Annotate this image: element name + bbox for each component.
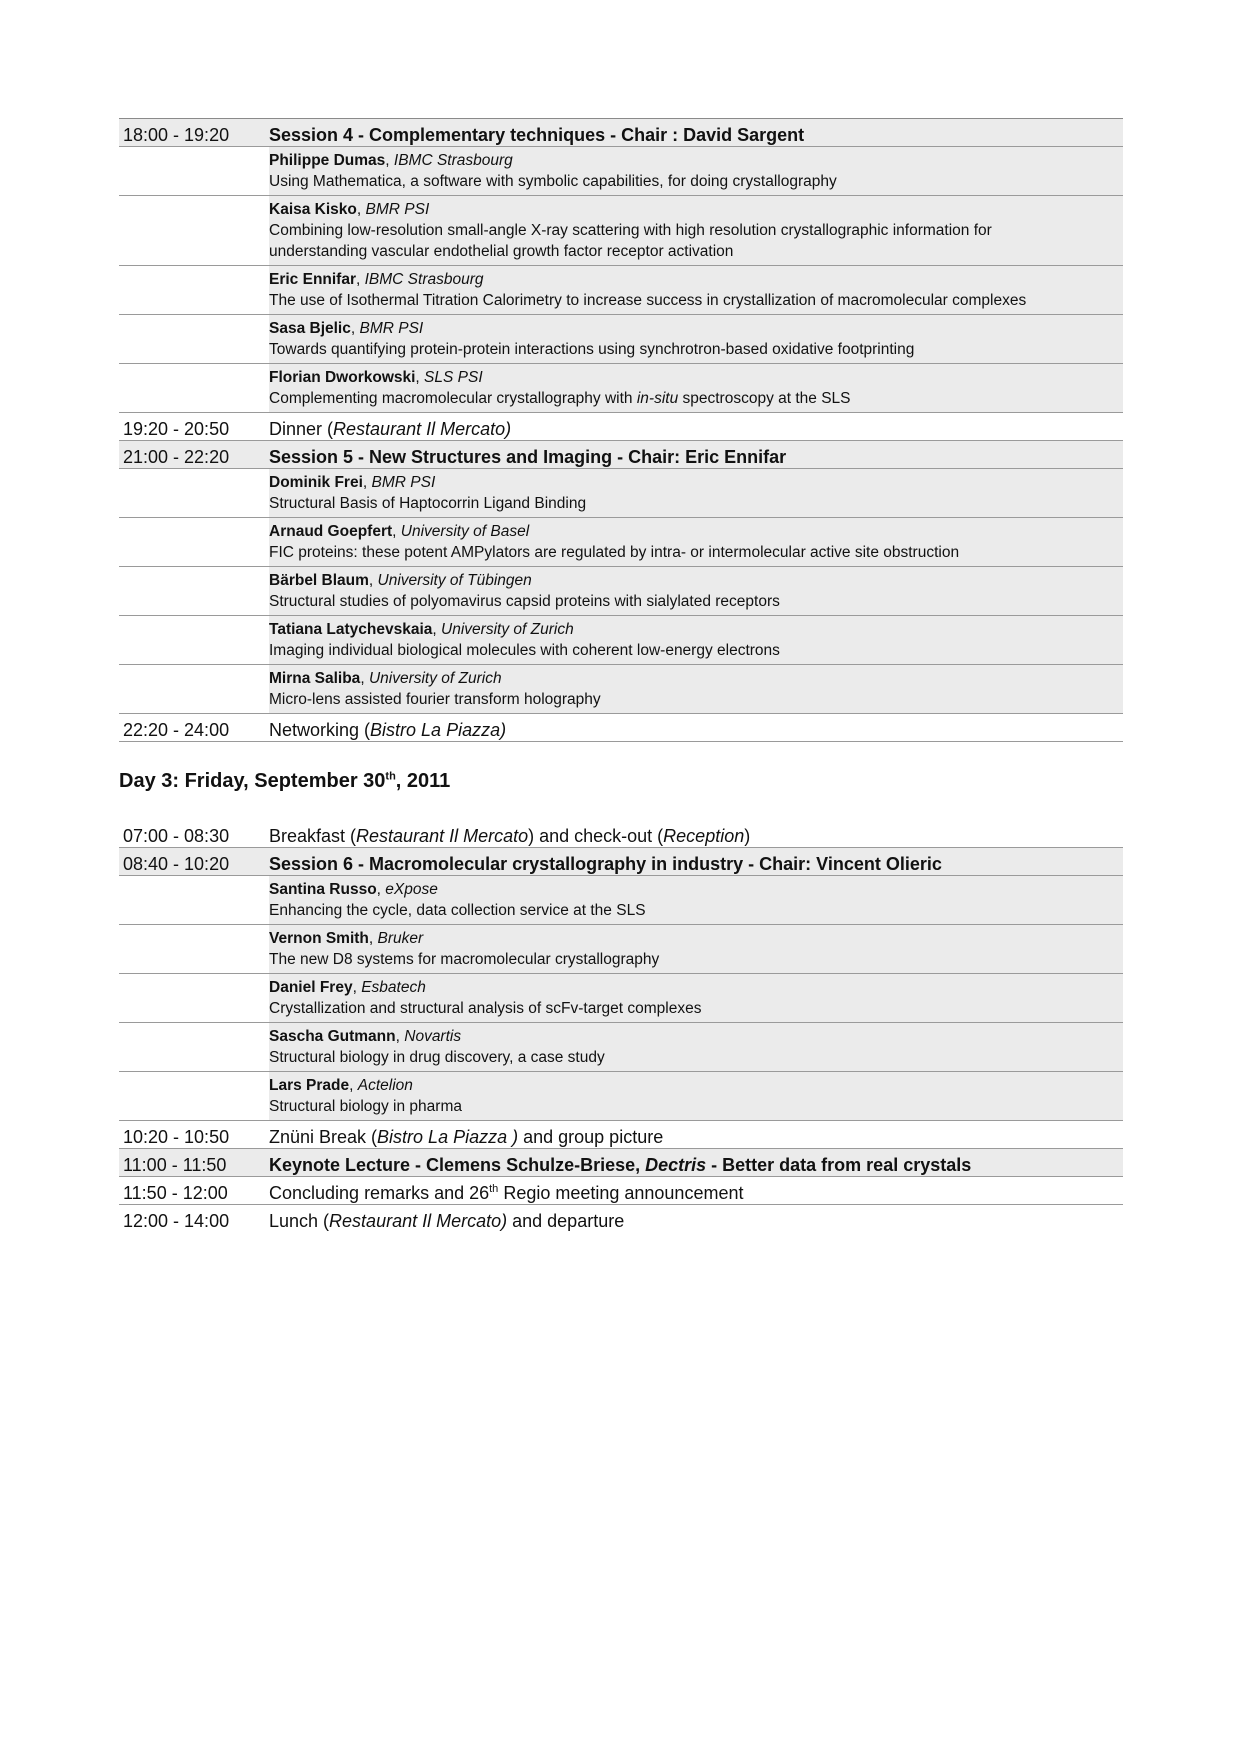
speaker-affiliation: BMR PSI xyxy=(365,201,430,218)
speaker-affiliation: Novartis xyxy=(404,1028,462,1045)
speaker-name: Kaisa Kisko xyxy=(269,201,357,218)
talk-row xyxy=(119,469,1123,518)
networking-text: Networking (Bistro La Piazza) xyxy=(269,720,507,740)
talk-cell: Florian Dworkowski, SLS PSI Complementing macromolecular crystallography with in-situ spectroscopy at the SLS xyxy=(269,364,1123,413)
talk-row xyxy=(119,925,1123,974)
talk-row xyxy=(119,315,1123,364)
talk-title: Combining low-resolution small-angle X-ray scattering with high resolution crystallographic information for xyxy=(269,222,992,239)
speaker-name: Tatiana Latychevskaia xyxy=(269,621,433,638)
talk-row xyxy=(119,364,1123,413)
talk-row xyxy=(119,1023,1123,1072)
session-time: 18:00 - 19:20 xyxy=(119,119,269,147)
break-row xyxy=(119,1121,1123,1149)
talk-title: Towards quantifying protein-protein interactions using synchrotron-based oxidative footprinting xyxy=(269,341,915,358)
session-title: Session 5 - New Structures and Imaging - Chair: Eric Ennifar xyxy=(269,441,1123,469)
schedule-table-day3 xyxy=(119,820,1123,1232)
talk-title: FIC proteins: these potent AMPylators are regulated by intra- or intermolecular active site obstruction xyxy=(269,544,960,561)
talk-row xyxy=(119,147,1123,196)
speaker-name: Eric Ennifar xyxy=(269,271,356,288)
speaker-affiliation: Bruker xyxy=(377,930,424,947)
talk-title: Structural biology in pharma xyxy=(269,1098,462,1115)
speaker-affiliation: University of Zurich xyxy=(441,621,574,638)
talk-cell: Mirna Saliba, University of Zurich Micro-lens assisted fourier transform holography xyxy=(269,665,1123,714)
speaker-name: Santina Russo xyxy=(269,881,377,898)
talk-row xyxy=(119,266,1123,315)
talk-row xyxy=(119,616,1123,665)
session-row xyxy=(119,848,1123,876)
session-title: Session 6 - Macromolecular crystallography in industry - Chair: Vincent Olieric xyxy=(269,848,1123,876)
dinner-place: Restaurant Il Mercato) xyxy=(333,419,512,439)
lunch-text: Lunch (Restaurant Il Mercato) and departure xyxy=(269,1211,625,1231)
speaker-affiliation: University of Tübingen xyxy=(377,572,532,589)
lunch-row xyxy=(119,1205,1123,1233)
talk-title: Imaging individual biological molecules with coherent low-energy electrons xyxy=(269,642,780,659)
talk-cell: Tatiana Latychevskaia, University of Zurich Imaging individual biological molecules with coherent low-energy electrons xyxy=(269,616,1123,665)
session-row xyxy=(119,441,1123,469)
speaker-affiliation: Esbatech xyxy=(361,979,426,996)
speaker-name: Daniel Frey xyxy=(269,979,353,996)
keynote-text: Keynote Lecture - Clemens Schulze-Briese, Dectris - Better data from real crystals xyxy=(269,1149,1123,1177)
day3-heading: Day 3: Friday, September 30th, 2011 xyxy=(119,770,451,792)
speaker-name: Sascha Gutmann xyxy=(269,1028,396,1045)
talk-title-end: spectroscopy at the SLS xyxy=(678,390,851,407)
talk-cell: Daniel Frey, Esbatech Crystallization and structural analysis of scFv-target complexes xyxy=(269,974,1123,1023)
concluding-text: Concluding remarks and 26th Regio meeting announcement xyxy=(269,1183,744,1203)
lunch-time: 12:00 - 14:00 xyxy=(123,1211,230,1231)
talk-title: Micro-lens assisted fourier transform holography xyxy=(269,691,601,708)
talk-cell: Philippe Dumas, IBMC Strasbourg Using Mathematica, a software with symbolic capabilities, for doing crystallography xyxy=(269,147,1123,196)
dinner-text: Dinner (Restaurant Il Mercato) xyxy=(269,419,512,439)
talk-cell: Dominik Frei, BMR PSI Structural Basis of Haptocorrin Ligand Binding xyxy=(269,469,1123,518)
speaker-name: Arnaud Goepfert xyxy=(269,523,393,540)
speaker-affiliation: IBMC Strasbourg xyxy=(364,271,484,288)
talk-cell: Eric Ennifar, IBMC Strasbourg The use of Isothermal Titration Calorimetry to increase success in crystallization of macromolecular complexes xyxy=(269,266,1123,315)
speaker-name: Philippe Dumas xyxy=(269,152,386,169)
talk-row xyxy=(119,665,1123,714)
talk-title: The new D8 systems for macromolecular crystallography xyxy=(269,951,660,968)
session-time: 08:40 - 10:20 xyxy=(119,848,269,876)
talk-cell: Arnaud Goepfert, University of Basel FIC proteins: these potent AMPylators are regulated by intra- or intermolecular active site obstruction xyxy=(269,518,1123,567)
break-time: 10:20 - 10:50 xyxy=(123,1127,230,1147)
speaker-affiliation: Actelion xyxy=(357,1077,413,1094)
talk-cell: Vernon Smith, Bruker The new D8 systems for macromolecular crystallography xyxy=(269,925,1123,974)
keynote-time: 11:00 - 11:50 xyxy=(119,1149,269,1177)
speaker-affiliation: SLS PSI xyxy=(424,369,483,386)
talk-row xyxy=(119,876,1123,925)
speaker-name: Vernon Smith xyxy=(269,930,369,947)
talk-cell: Santina Russo, eXpose Enhancing the cycle, data collection service at the SLS xyxy=(269,876,1123,925)
speaker-name: Florian Dworkowski xyxy=(269,369,416,386)
speaker-affiliation: BMR PSI xyxy=(371,474,436,491)
speaker-name: Mirna Saliba xyxy=(269,670,361,687)
talk-row xyxy=(119,974,1123,1023)
breakfast-time: 07:00 - 08:30 xyxy=(123,826,230,846)
breakfast-row xyxy=(119,820,1123,848)
talk-row xyxy=(119,567,1123,616)
networking-place: Bistro La Piazza) xyxy=(370,720,507,740)
breakfast-text: Breakfast (Restaurant Il Mercato) and check-out (Reception) xyxy=(269,826,751,846)
speaker-name: Sasa Bjelic xyxy=(269,320,351,337)
talk-cell: Sasa Bjelic, BMR PSI Towards quantifying protein-protein interactions using synchrotron-based oxidative footprinting xyxy=(269,315,1123,364)
networking-row xyxy=(119,714,1123,742)
talk-title: Crystallization and structural analysis of scFv-target complexes xyxy=(269,1000,702,1017)
session-time: 21:00 - 22:20 xyxy=(119,441,269,469)
break-text: Znüni Break (Bistro La Piazza ) and group picture xyxy=(269,1127,664,1147)
talk-cell: Lars Prade, Actelion Structural biology in pharma xyxy=(269,1072,1123,1121)
session-title: Session 4 - Complementary techniques - Chair : David Sargent xyxy=(269,119,1123,147)
talk-cell: Sascha Gutmann, Novartis Structural biology in drug discovery, a case study xyxy=(269,1023,1123,1072)
talk-row xyxy=(119,196,1123,266)
concluding-row xyxy=(119,1177,1123,1205)
talk-title-italic: in-situ xyxy=(636,390,679,407)
dinner-row xyxy=(119,413,1123,441)
speaker-affiliation: University of Zurich xyxy=(368,670,502,687)
speaker-affiliation: BMR PSI xyxy=(359,320,424,337)
talk-title: Structural studies of polyomavirus capsid proteins with sialylated receptors xyxy=(269,593,780,610)
talk-title: Structural biology in drug discovery, a case study xyxy=(269,1049,605,1066)
talk-title: Structural Basis of Haptocorrin Ligand Binding xyxy=(269,495,587,512)
networking-time: 22:20 - 24:00 xyxy=(123,720,230,740)
talk-title: Using Mathematica, a software with symbolic capabilities, for doing crystallography xyxy=(269,173,837,190)
talk-title-cont: understanding vascular endothelial growth factor receptor activation xyxy=(269,243,734,260)
dinner-time: 19:20 - 20:50 xyxy=(123,419,230,439)
speaker-affiliation: IBMC Strasbourg xyxy=(393,152,513,169)
talk-title: Enhancing the cycle, data collection service at the SLS xyxy=(269,902,646,919)
talk-row xyxy=(119,518,1123,567)
talk-cell: Bärbel Blaum, University of Tübingen Structural studies of polyomavirus capsid proteins with sialylated receptors xyxy=(269,567,1123,616)
speaker-name: Bärbel Blaum xyxy=(269,572,369,589)
speaker-affiliation: eXpose xyxy=(385,881,438,898)
concluding-time: 11:50 - 12:00 xyxy=(123,1183,228,1203)
speaker-affiliation: University of Basel xyxy=(400,523,530,540)
speaker-name: Dominik Frei xyxy=(269,474,363,491)
keynote-row xyxy=(119,1149,1123,1177)
talk-title: Complementing macromolecular crystallography with xyxy=(269,390,637,407)
talk-row xyxy=(119,1072,1123,1121)
talk-title: The use of Isothermal Titration Calorimetry to increase success in crystallization of macromolecular complexes xyxy=(269,292,1027,309)
talk-cell: Kaisa Kisko, BMR PSI Combining low-resolution small-angle X-ray scattering with high resolution crystallographic information for understanding vascular endothelial growth factor receptor activation xyxy=(269,196,1123,266)
schedule-table-day2 xyxy=(119,118,1123,742)
speaker-name: Lars Prade xyxy=(269,1077,350,1094)
session-row xyxy=(119,119,1123,147)
